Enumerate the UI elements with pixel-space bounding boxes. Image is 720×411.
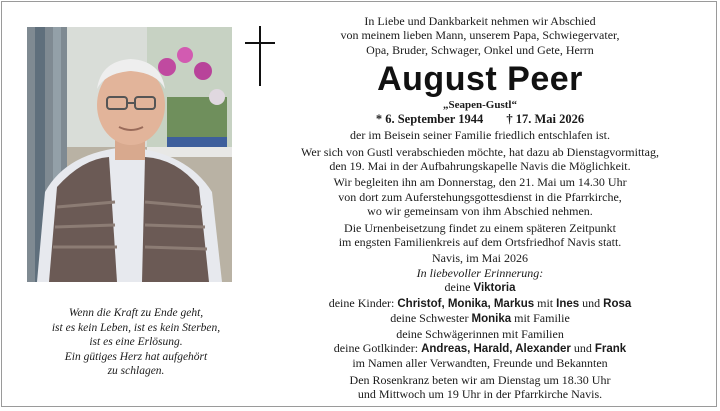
- funeral-line: von dort zum Auferstehungsgottesdienst in die Pfarrkirche,: [338, 189, 622, 204]
- funeral-line: wo wir gemeinsam von ihm Abschied nehmen.: [367, 204, 593, 219]
- family-wife: deine Viktoria: [444, 280, 516, 295]
- death-date: † 17. Mai 2026: [506, 112, 585, 127]
- family-children: deine Kinder: Christof, Monika, Markus mit Ines und Rosa: [328, 295, 632, 310]
- rosary-line: Den Rosenkranz beten wir am Dienstag um 18.30 Uhr: [349, 372, 611, 387]
- memory-heading: In liebevoller Erinnerung:: [416, 265, 544, 280]
- poem-line: zu schlagen.: [107, 365, 165, 377]
- obituary-notice: [1, 1, 717, 407]
- poem-line: Wenn die Kraft zu Ende geht,: [68, 307, 204, 319]
- poem-line: ist es eine Erlösung.: [89, 336, 183, 348]
- family-godchildren: deine Gotlkinder: Andreas, Harald, Alexander und Frank: [333, 340, 627, 355]
- birth-date: * 6. September 1944: [375, 112, 484, 127]
- urn-line: Die Urnenbeisetzung findet zu einem späteren Zeitpunkt: [344, 220, 616, 235]
- urn-line: im engsten Familienkreis auf dem Ortsfriedhof Navis statt.: [338, 235, 622, 250]
- portrait-image: [27, 27, 232, 282]
- intro-line: Opa, Bruder, Schwager, Onkel und Gete, Herrn: [366, 42, 594, 57]
- poem-line: ist es kein Leben, ist es kein Sterben,: [51, 321, 221, 334]
- wife-name: Viktoria: [473, 282, 516, 295]
- family-sister: deine Schwester Monika mit Familie: [390, 311, 570, 326]
- poem: [26, 306, 246, 379]
- intro-line: von meinem lieben Mann, unserem Papa, Schwiegervater,: [340, 28, 620, 43]
- family-relatives: im Namen aller Verwandten, Freunde und Bekannten: [352, 356, 608, 371]
- funeral-line: Wir begleiten ihn am Donnerstag, den 21. Mai um 14.30 Uhr: [333, 175, 627, 190]
- deceased-name: August Peer: [377, 60, 583, 99]
- godchild-name: Frank: [594, 342, 627, 355]
- notice-text: [270, 14, 690, 402]
- place-date: Navis, im Mai 2026: [432, 251, 528, 266]
- farewell-line: Wer sich von Gustl verabschieden möchte, hat dazu ab Dienstagvormittag,: [301, 144, 659, 159]
- life-dates: [270, 112, 690, 127]
- godchildren-names: Andreas, Harald, Alexander: [421, 342, 571, 355]
- partner-name: Rosa: [603, 297, 632, 310]
- nickname: „Seapen-Gustl“: [443, 99, 517, 112]
- poem-line: Ein gütiges Herz hat aufgehört: [64, 350, 208, 363]
- passed-text: der im Beisein seiner Familie friedlich entschlafen ist.: [350, 128, 610, 143]
- farewell-line: den 19. Mai in der Aufbahrungskapelle Navis die Möglichkeit.: [329, 159, 631, 174]
- children-names: Christof, Monika, Markus: [397, 297, 535, 310]
- partner-name: Ines: [556, 297, 580, 310]
- sister-name: Monika: [471, 313, 512, 326]
- family-inlaws: deine Schwägerinnen mit Familien: [396, 326, 564, 341]
- rosary-line: und Mittwoch um 19 Uhr in der Pfarrkirche Navis.: [357, 387, 603, 402]
- intro-line: In Liebe und Dankbarkeit nehmen wir Abschied: [364, 14, 596, 28]
- portrait-photo: [27, 27, 232, 282]
